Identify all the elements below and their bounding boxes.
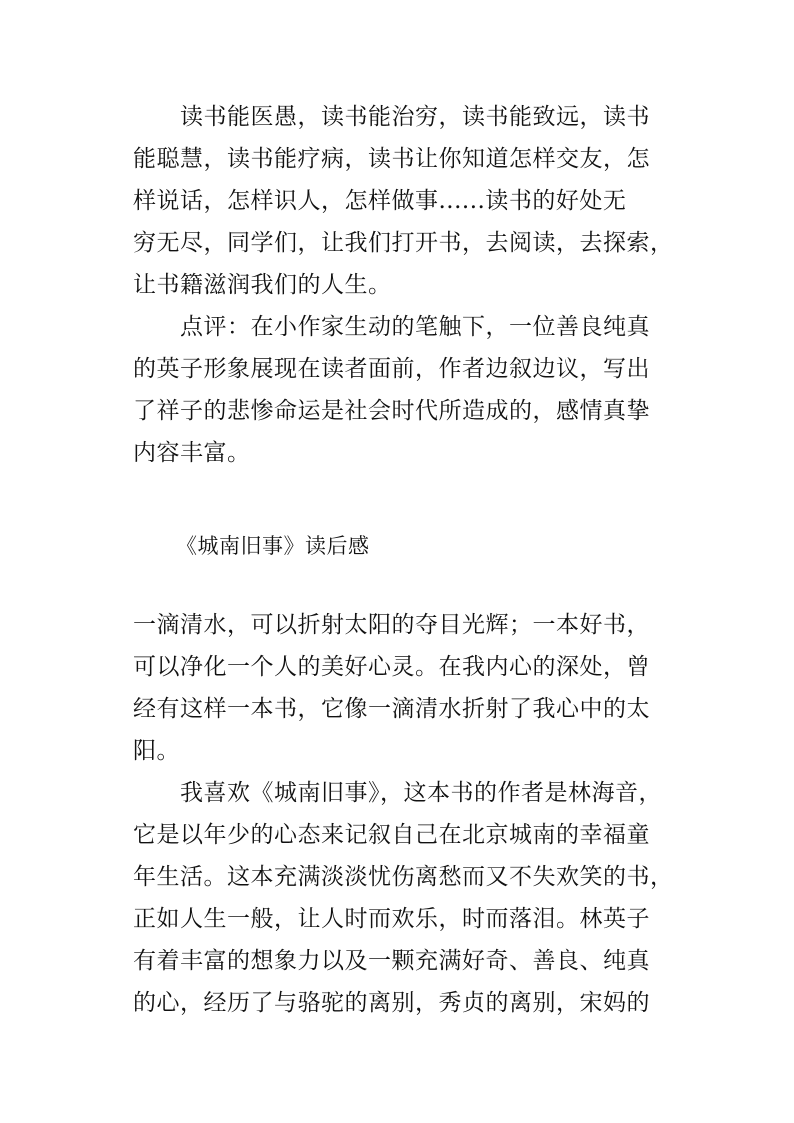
text-line: 了祥子的悲惨命运是社会时代所造成的，感情真挚 <box>133 398 650 424</box>
text-line: 读书能医愚，读书能治穷，读书能致远，读书 <box>180 104 650 130</box>
text-line: 经有这样一本书，它像一滴清水折射了我心中的太 <box>133 696 650 722</box>
text-line: 穷无尽，同学们，让我们打开书，去阅读，去探索， <box>133 230 674 256</box>
text-line: 的心，经历了与骆驼的离别，秀贞的离别，宋妈的 <box>133 990 650 1016</box>
text-line: 的英子形象展现在读者面前，作者边叙边议，写出 <box>133 356 650 382</box>
text-line: 正如人生一般，让人时而欢乐，时而落泪。林英子 <box>133 906 650 932</box>
text-line: 阳。 <box>133 738 180 764</box>
text-line: 让书籍滋润我们的人生。 <box>133 272 392 298</box>
text-line: 一滴清水，可以折射太阳的夺目光辉；一本好书， <box>133 612 650 638</box>
text-line: 有着丰富的想象力以及一颗充满好奇、善良、纯真 <box>133 948 650 974</box>
text-line: 我喜欢《城南旧事》，这本书的作者是林海音， <box>180 780 662 806</box>
text-line: 样说话，怎样识人，怎样做事......读书的好处无 <box>133 188 627 214</box>
text-line: 内容丰富。 <box>133 440 251 466</box>
text-line: 点评：在小作家生动的笔触下，一位善良纯真 <box>180 314 650 340</box>
text-line: 能聪慧，读书能疗病，读书让你知道怎样交友，怎 <box>133 146 650 172</box>
text-line: 可以净化一个人的美好心灵。在我内心的深处，曾 <box>133 654 650 680</box>
article-title: 《城南旧事》读后感 <box>176 534 370 558</box>
text-line: 它是以年少的心态来记叙自己在北京城南的幸福童 <box>133 822 650 848</box>
text-line: 年生活。这本充满淡淡忧伤离愁而又不失欢笑的书， <box>133 864 674 890</box>
